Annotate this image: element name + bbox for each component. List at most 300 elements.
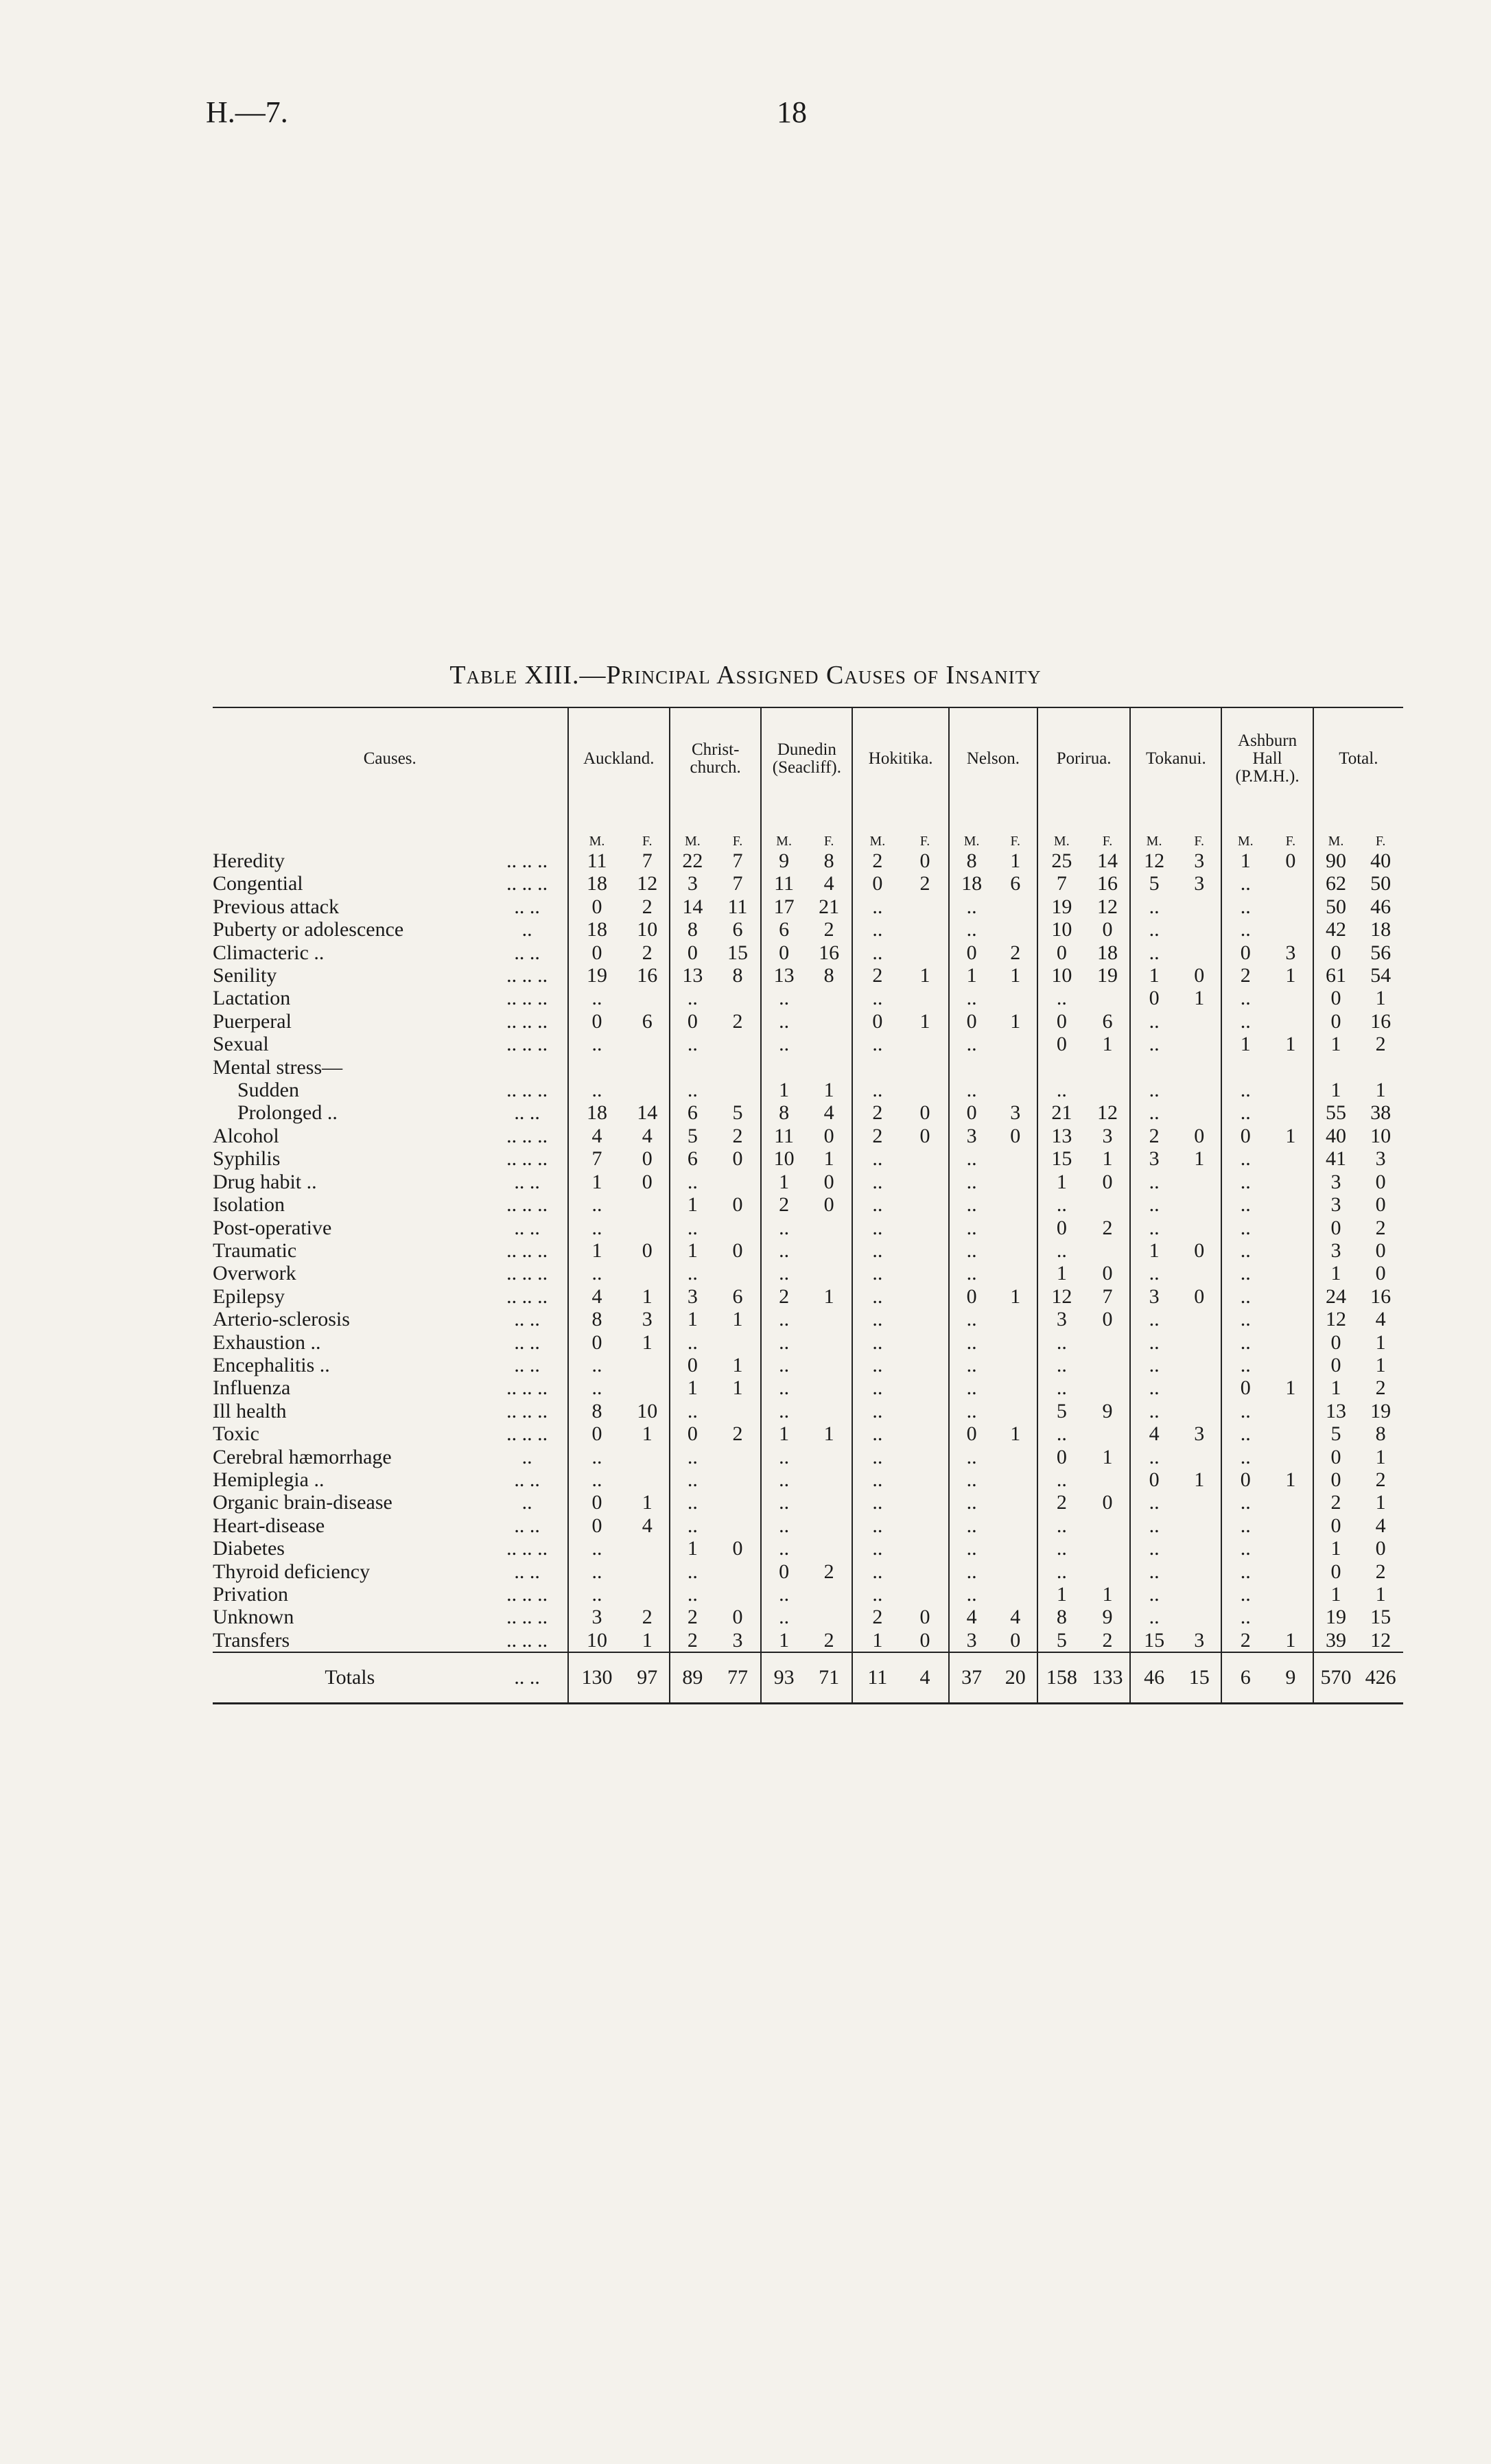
- female-count-cell: [1269, 1079, 1313, 1101]
- table-row: [213, 1125, 1403, 1147]
- male-count-cell: 10: [1037, 918, 1085, 941]
- institution-column-header: Hokitika.: [852, 708, 948, 810]
- female-count-cell: [1085, 987, 1131, 1009]
- male-count-cell: 0: [1037, 1033, 1085, 1055]
- female-count-cell: [715, 1583, 762, 1606]
- female-count-cell: 0: [642, 1170, 653, 1193]
- female-count-cell: 1: [1285, 1033, 1296, 1056]
- female-subheader: F.: [1375, 834, 1386, 849]
- female-count-cell: [902, 1446, 949, 1468]
- male-count-cell: ..: [1130, 1537, 1177, 1560]
- cause-label: Heart-disease: [213, 1514, 325, 1537]
- female-count-cell: [806, 1537, 853, 1560]
- female-count-cell: [994, 987, 1037, 1009]
- male-count-cell: ..: [949, 1560, 994, 1583]
- female-count-cell: [715, 1514, 762, 1537]
- male-count-cell: 0: [670, 1354, 715, 1376]
- male-count-cell: ..: [1221, 918, 1269, 941]
- female-count-cell: [715, 1491, 762, 1514]
- male-count-cell: ..: [1221, 1010, 1269, 1033]
- male-count-cell: ..: [1130, 1171, 1177, 1193]
- female-count-cell: 1: [1285, 1124, 1296, 1147]
- female-count-cell: 3: [732, 1628, 743, 1652]
- female-count-cell: 0: [1375, 1170, 1386, 1193]
- causes-table: [213, 708, 1403, 1704]
- female-count-cell: [1085, 1560, 1131, 1583]
- document-reference: H.—7.: [206, 95, 288, 129]
- female-count-cell: [1085, 1376, 1131, 1399]
- male-count-cell: 4: [949, 1606, 994, 1628]
- male-count-cell: 1: [1313, 1537, 1359, 1560]
- cause-label: Post-operative: [213, 1216, 332, 1239]
- female-count-cell: 2: [823, 1628, 834, 1652]
- cause-label: Toxic: [213, 1422, 259, 1446]
- male-count-cell: ..: [852, 1446, 902, 1468]
- female-count-cell: [1269, 1193, 1313, 1216]
- leader-dots: .. .. ..: [506, 1422, 548, 1446]
- female-count-cell: [902, 1422, 949, 1445]
- male-count-cell: ..: [1130, 1217, 1177, 1239]
- cause-label: Ill health: [213, 1399, 287, 1422]
- table-row: [213, 918, 1403, 941]
- female-count-cell: 6: [732, 1284, 743, 1308]
- leader-dots: .. .. ..: [506, 1079, 548, 1102]
- table-row: [213, 1354, 1403, 1376]
- male-count-cell: 8: [568, 1308, 626, 1330]
- male-count-cell: 0: [670, 941, 715, 964]
- male-count-cell: 0: [568, 1422, 626, 1445]
- female-count-cell: [1269, 1446, 1313, 1468]
- male-count-cell: ..: [1221, 1217, 1269, 1239]
- female-count-cell: [902, 1033, 949, 1055]
- causes-subheader-blank: [213, 810, 568, 849]
- female-count-cell: 2: [823, 1560, 834, 1583]
- male-count-cell: ..: [568, 1560, 626, 1583]
- male-count-cell: ..: [761, 1331, 806, 1354]
- page-header: [0, 95, 1491, 136]
- male-count-cell: ..: [670, 1331, 715, 1354]
- male-count-cell: ..: [1037, 1079, 1085, 1101]
- male-count-cell: 10: [568, 1629, 626, 1652]
- female-count-cell: [1085, 1056, 1131, 1079]
- male-count-cell: 0: [852, 872, 902, 895]
- female-count-cell: [715, 1560, 762, 1583]
- cause-label: Lactation: [213, 987, 291, 1010]
- table-row: [213, 964, 1403, 987]
- male-count-cell: ..: [1130, 1514, 1177, 1537]
- male-count-cell: ..: [1037, 1422, 1085, 1445]
- male-count-cell: ..: [949, 1491, 994, 1514]
- female-total-cell: 15: [1177, 1652, 1222, 1704]
- male-total-cell: 158: [1037, 1652, 1085, 1704]
- male-count-cell: 18: [568, 918, 626, 941]
- male-count-cell: ..: [1221, 1560, 1269, 1583]
- female-count-cell: [994, 1514, 1037, 1537]
- female-count-cell: [715, 987, 762, 1009]
- female-count-cell: 19: [1370, 1399, 1392, 1422]
- male-count-cell: ..: [1221, 987, 1269, 1009]
- female-count-cell: 9: [1102, 1606, 1113, 1629]
- male-count-cell: ..: [670, 1079, 715, 1101]
- female-count-cell: 1: [642, 1491, 653, 1514]
- male-count-cell: 18: [568, 1101, 626, 1124]
- female-count-cell: 16: [819, 941, 840, 964]
- institution-column-header: Nelson.: [949, 708, 1037, 810]
- male-total-cell: 130: [568, 1652, 626, 1704]
- male-count-cell: ..: [1037, 1514, 1085, 1537]
- cause-label: Heredity: [213, 849, 285, 872]
- female-count-cell: 1: [1010, 1284, 1021, 1308]
- female-count-cell: [1177, 1171, 1222, 1193]
- female-count-cell: 0: [1194, 964, 1205, 987]
- male-count-cell: ..: [1130, 1308, 1177, 1330]
- male-count-cell: 0: [1037, 1446, 1085, 1468]
- female-count-cell: [1085, 1354, 1131, 1376]
- male-count-cell: 8: [670, 918, 715, 941]
- male-count-cell: ..: [949, 987, 994, 1009]
- female-count-cell: 1: [642, 1628, 653, 1652]
- female-count-cell: [626, 1376, 670, 1399]
- female-count-cell: [626, 987, 670, 1009]
- male-count-cell: ..: [852, 941, 902, 964]
- male-count-cell: 6: [670, 1147, 715, 1170]
- female-count-cell: [994, 1583, 1037, 1606]
- female-count-cell: [902, 1468, 949, 1491]
- table-row: [213, 1079, 1403, 1101]
- cause-label: Overwork: [213, 1262, 296, 1285]
- male-count-cell: 1: [761, 1171, 806, 1193]
- male-count-cell: ..: [1130, 1606, 1177, 1628]
- female-count-cell: [902, 1331, 949, 1354]
- male-count-cell: ..: [1130, 1376, 1177, 1399]
- female-count-cell: 1: [1194, 987, 1205, 1010]
- male-count-cell: ..: [949, 1468, 994, 1491]
- female-count-cell: [1269, 1491, 1313, 1514]
- female-count-cell: [1085, 1422, 1131, 1445]
- male-count-cell: 8: [949, 849, 994, 872]
- leader-dots: .. .. ..: [506, 1033, 548, 1056]
- male-count-cell: 11: [761, 1125, 806, 1147]
- table-header-row: [213, 708, 1403, 810]
- male-subheader: M.: [852, 810, 902, 849]
- male-count-cell: ..: [1221, 1101, 1269, 1124]
- female-count-cell: [1177, 1354, 1222, 1376]
- female-count-cell: 1: [823, 1147, 834, 1171]
- female-count-cell: 0: [732, 1147, 743, 1171]
- female-count-cell: 8: [1375, 1422, 1386, 1446]
- leader-dots: .. .. ..: [506, 964, 548, 987]
- male-count-cell: ..: [670, 1583, 715, 1606]
- female-count-cell: [1177, 1537, 1222, 1560]
- cause-label: Cerebral hæmorrhage: [213, 1445, 392, 1468]
- male-total-cell: 6: [1221, 1652, 1269, 1704]
- male-count-cell: ..: [1221, 1354, 1269, 1376]
- male-count-cell: ..: [852, 1033, 902, 1055]
- leader-dots: .. ..: [514, 1101, 540, 1125]
- female-count-cell: 2: [642, 941, 653, 964]
- male-count-cell: 1: [949, 964, 994, 987]
- female-count-cell: 2: [1010, 941, 1021, 964]
- male-count-cell: 0: [1037, 941, 1085, 964]
- male-count-cell: ..: [1221, 895, 1269, 918]
- female-count-cell: 2: [1102, 1216, 1113, 1239]
- cause-label: Privation: [213, 1583, 288, 1606]
- leader-dots: .. ..: [514, 1308, 540, 1331]
- male-count-cell: ..: [1130, 1446, 1177, 1468]
- male-count-cell: 5: [1037, 1629, 1085, 1652]
- male-count-cell: 11: [761, 872, 806, 895]
- female-count-cell: 16: [637, 964, 658, 987]
- male-count-cell: ..: [761, 1514, 806, 1537]
- female-count-cell: [806, 1331, 853, 1354]
- female-count-cell: 0: [823, 1170, 834, 1193]
- male-count-cell: ..: [1221, 1514, 1269, 1537]
- male-count-cell: ..: [1130, 1079, 1177, 1101]
- male-count-cell: 1: [1313, 1376, 1359, 1399]
- female-count-cell: 16: [1096, 872, 1118, 895]
- leader-dots: .. .. ..: [506, 1239, 548, 1262]
- male-count-cell: 13: [1313, 1400, 1359, 1422]
- female-count-cell: 1: [732, 1353, 743, 1376]
- female-count-cell: [994, 1560, 1037, 1583]
- male-count-cell: ..: [670, 1262, 715, 1284]
- female-count-cell: 0: [919, 1124, 930, 1147]
- female-count-cell: [1085, 1239, 1131, 1262]
- female-count-cell: [715, 1171, 762, 1193]
- cause-label: Puberty or adolescence: [213, 918, 404, 941]
- female-count-cell: [1177, 1101, 1222, 1124]
- female-count-cell: [1177, 1217, 1222, 1239]
- table-row: [213, 1171, 1403, 1193]
- male-count-cell: ..: [1130, 895, 1177, 918]
- male-count-cell: ..: [1221, 872, 1269, 895]
- male-count-cell: 6: [670, 1101, 715, 1124]
- male-count-cell: 1: [1130, 964, 1177, 987]
- female-count-cell: 0: [919, 1628, 930, 1652]
- institution-column-header: Auckland.: [568, 708, 670, 810]
- female-count-cell: 1: [823, 1284, 834, 1308]
- table-row: [213, 1262, 1403, 1284]
- male-subheader: M.: [1130, 810, 1177, 849]
- female-count-cell: [902, 1262, 949, 1284]
- male-count-cell: 1: [761, 1629, 806, 1652]
- female-count-cell: 0: [1194, 1284, 1205, 1308]
- table-row: [213, 872, 1403, 895]
- female-count-cell: 15: [727, 941, 748, 964]
- table-row: [213, 1033, 1403, 1055]
- female-count-cell: 3: [1102, 1124, 1113, 1147]
- female-count-cell: 1: [642, 1330, 653, 1354]
- male-count-cell: 21: [1037, 1101, 1085, 1124]
- female-count-cell: [902, 918, 949, 941]
- female-count-cell: 1: [1375, 1079, 1386, 1102]
- female-count-cell: 1: [642, 1284, 653, 1308]
- cause-label: Congential: [213, 872, 303, 895]
- female-count-cell: 11: [727, 895, 748, 918]
- male-count-cell: ..: [568, 1446, 626, 1468]
- male-count-cell: ..: [1130, 1033, 1177, 1055]
- female-count-cell: 12: [637, 872, 658, 895]
- female-count-cell: [994, 1331, 1037, 1354]
- male-count-cell: ..: [949, 1262, 994, 1284]
- female-count-cell: [1177, 1400, 1222, 1422]
- female-count-cell: 1: [1375, 987, 1386, 1010]
- table-title-text: XIII.—Principal Assigned Causes of Insanity: [524, 661, 1042, 690]
- male-count-cell: ..: [1221, 1331, 1269, 1354]
- female-count-cell: [1269, 918, 1313, 941]
- male-count-cell: ..: [949, 1147, 994, 1170]
- female-count-cell: 0: [919, 1606, 930, 1629]
- male-count-cell: 0: [1313, 987, 1359, 1009]
- leader-dots: .. .. ..: [506, 1009, 548, 1033]
- male-count-cell: ..: [761, 1468, 806, 1491]
- male-count-cell: 42: [1313, 918, 1359, 941]
- female-count-cell: [1085, 1537, 1131, 1560]
- male-count-cell: 4: [1130, 1422, 1177, 1445]
- female-count-cell: 1: [919, 1009, 930, 1033]
- female-count-cell: [1358, 1056, 1403, 1079]
- male-count-cell: ..: [1037, 1537, 1085, 1560]
- female-count-cell: 1: [1102, 1147, 1113, 1171]
- female-count-cell: [806, 1239, 853, 1262]
- male-count-cell: ..: [949, 1583, 994, 1606]
- male-count-cell: ..: [761, 1446, 806, 1468]
- male-count-cell: 0: [1313, 1354, 1359, 1376]
- table-row: [213, 1376, 1403, 1399]
- female-count-cell: 1: [1010, 1422, 1021, 1446]
- male-count-cell: ..: [852, 1285, 902, 1308]
- table-row: [213, 1285, 1403, 1308]
- male-subheader: M.: [1313, 810, 1359, 849]
- female-count-cell: 0: [1010, 1124, 1021, 1147]
- female-count-cell: 0: [919, 1101, 930, 1125]
- male-count-cell: 22: [670, 849, 715, 872]
- leader-dots: .. .. ..: [506, 872, 548, 895]
- female-count-cell: 8: [823, 849, 834, 872]
- cause-label: Previous attack: [213, 895, 340, 918]
- female-count-cell: [1269, 1606, 1313, 1628]
- male-count-cell: ..: [568, 987, 626, 1009]
- female-count-cell: [994, 1354, 1037, 1376]
- female-count-cell: 38: [1370, 1101, 1392, 1125]
- female-count-cell: 1: [1375, 1330, 1386, 1354]
- female-count-cell: 6: [732, 918, 743, 941]
- male-count-cell: 0: [1221, 1468, 1269, 1491]
- female-count-cell: [806, 987, 853, 1009]
- female-count-cell: [1085, 1079, 1131, 1101]
- male-count-cell: ..: [1130, 1491, 1177, 1514]
- female-count-cell: 1: [1375, 1583, 1386, 1606]
- male-count-cell: ..: [568, 1468, 626, 1491]
- female-count-cell: [806, 1400, 853, 1422]
- male-count-cell: 0: [568, 1491, 626, 1514]
- male-count-cell: 10: [1037, 964, 1085, 987]
- male-count-cell: 0: [568, 1010, 626, 1033]
- leader-dots: .. .. ..: [506, 1193, 548, 1217]
- male-count-cell: 13: [1037, 1125, 1085, 1147]
- female-count-cell: 1: [1375, 1445, 1386, 1468]
- female-count-cell: [1269, 1583, 1313, 1606]
- male-count-cell: ..: [852, 1560, 902, 1583]
- female-count-cell: 3: [1375, 1147, 1386, 1171]
- male-count-cell: 0: [761, 941, 806, 964]
- female-count-cell: [1269, 1056, 1313, 1079]
- female-count-cell: 3: [1194, 1422, 1205, 1446]
- male-count-cell: [1221, 1056, 1269, 1079]
- female-count-cell: [994, 1308, 1037, 1330]
- female-count-cell: [994, 1147, 1037, 1170]
- male-total-cell: 46: [1130, 1652, 1177, 1704]
- male-count-cell: 2: [852, 849, 902, 872]
- male-count-cell: 0: [568, 941, 626, 964]
- female-count-cell: 0: [1102, 918, 1113, 941]
- male-count-cell: ..: [568, 1262, 626, 1284]
- female-count-cell: [806, 1514, 853, 1537]
- male-total-cell: 11: [852, 1652, 902, 1704]
- male-count-cell: [1313, 1056, 1359, 1079]
- female-count-cell: [806, 1308, 853, 1330]
- female-count-cell: [902, 1308, 949, 1330]
- female-count-cell: 1: [1102, 1033, 1113, 1056]
- institution-column-header: Ashburn Hall (P.M.H.).: [1221, 708, 1313, 810]
- cause-label: Isolation: [213, 1193, 285, 1217]
- male-count-cell: ..: [1221, 1491, 1269, 1514]
- male-count-cell: 25: [1037, 849, 1085, 872]
- male-count-cell: ..: [852, 1147, 902, 1170]
- table-title-prefix: Table: [449, 661, 525, 690]
- female-count-cell: [902, 1056, 949, 1079]
- male-count-cell: 12: [1313, 1308, 1359, 1330]
- female-count-cell: [994, 918, 1037, 941]
- female-count-cell: [806, 1606, 853, 1628]
- female-count-cell: 14: [1096, 849, 1118, 872]
- table-row: [213, 1583, 1403, 1606]
- institution-column-header: Porirua.: [1037, 708, 1130, 810]
- female-count-cell: [1269, 895, 1313, 918]
- male-count-cell: 2: [852, 1101, 902, 1124]
- female-count-cell: 21: [819, 895, 840, 918]
- institution-column-header: Christ- church.: [670, 708, 761, 810]
- female-count-cell: 1: [642, 1422, 653, 1446]
- male-subheader: M.: [670, 810, 715, 849]
- leader-dots: ..: [521, 1491, 532, 1514]
- female-count-cell: 4: [642, 1514, 653, 1537]
- table-row: [213, 1193, 1403, 1216]
- female-count-cell: [994, 1400, 1037, 1422]
- female-count-cell: 0: [1102, 1170, 1113, 1193]
- cause-label: Mental stress—: [213, 1055, 343, 1079]
- female-count-cell: 2: [1102, 1628, 1113, 1652]
- male-count-cell: 15: [1037, 1147, 1085, 1170]
- male-count-cell: ..: [852, 1354, 902, 1376]
- female-count-cell: [902, 1400, 949, 1422]
- female-count-cell: 2: [823, 918, 834, 941]
- male-count-cell: 19: [1313, 1606, 1359, 1628]
- female-total-cell: 97: [626, 1652, 670, 1704]
- female-subheader: F.: [919, 834, 930, 849]
- male-count-cell: ..: [852, 1400, 902, 1422]
- male-count-cell: ..: [852, 1262, 902, 1284]
- female-count-cell: [626, 1537, 670, 1560]
- male-count-cell: ..: [568, 1079, 626, 1101]
- female-total-cell: 4: [902, 1652, 949, 1704]
- leader-dots: ..: [521, 1445, 532, 1468]
- male-count-cell: ..: [852, 1376, 902, 1399]
- male-subheader: M.: [1037, 810, 1085, 849]
- female-count-cell: [626, 1262, 670, 1284]
- female-count-cell: [626, 1056, 670, 1079]
- male-count-cell: 1: [1313, 1262, 1359, 1284]
